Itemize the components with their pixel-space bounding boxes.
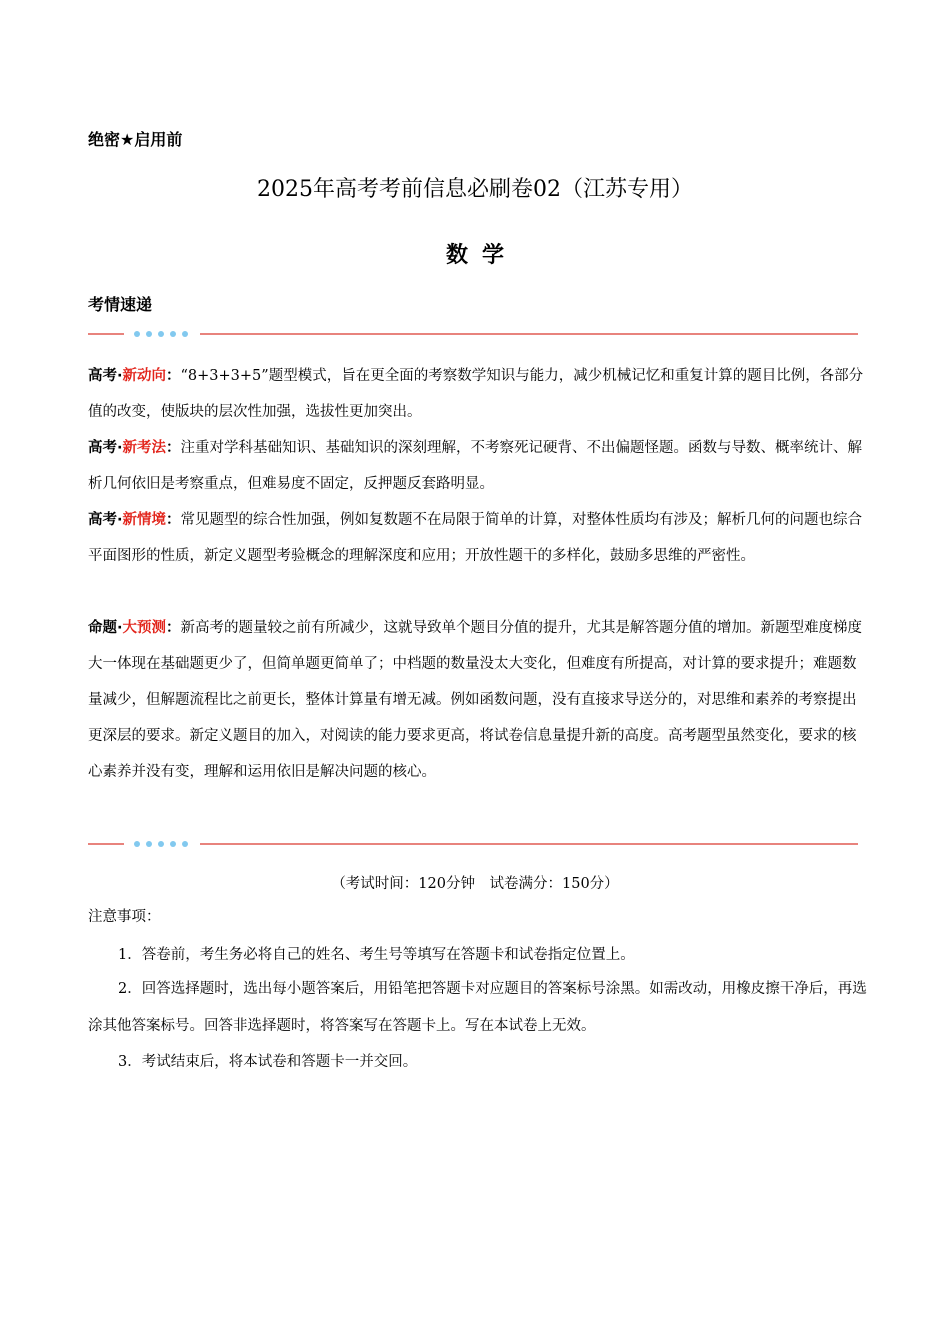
divider-top	[88, 329, 858, 339]
section-heading: 考情速递	[88, 295, 153, 314]
trend-text: “8+3+3+5”题型模式，旨在更全面的考察数学知识与能力，减少机械记忆和重复计算的题目比例，各部分值的改变，使版块的层次性加强，选拔性更加突出。	[88, 368, 864, 420]
notice-item: 3．考试结束后，将本试卷和答题卡一并交回。	[118, 1054, 418, 1070]
trend-prefix: 高考·	[88, 368, 123, 384]
divider-dot	[158, 331, 164, 337]
divider-bottom	[88, 839, 858, 849]
trend-highlight: 新情境	[122, 512, 167, 528]
trend-colon: ：	[166, 512, 181, 528]
divider-dot	[182, 841, 188, 847]
divider-dots	[134, 839, 194, 849]
trend-highlight: 新动向	[122, 368, 167, 384]
divider-dots	[134, 329, 194, 339]
exam-info: （考试时间：120分钟 试卷满分：150分）	[331, 876, 619, 892]
trend-colon: ：	[166, 368, 181, 384]
divider-dot	[134, 331, 140, 337]
divider-dot	[146, 841, 152, 847]
divider-dot	[134, 841, 140, 847]
trend-colon: ：	[166, 440, 181, 456]
notice-item: 1．答卷前，考生务必将自己的姓名、考生号等填写在答题卡和试卷指定位置上。	[118, 947, 635, 963]
divider-line-right	[200, 843, 858, 845]
trend-text: 常见题型的综合性加强，例如复数题不在局限于简单的计算，对整体性质均有涉及；解析几何的问题也综合平面图形的性质，新定义题型考验概念的理解深度和应用；开放性题干的多样化，鼓励多思维的严密性。	[88, 512, 863, 564]
trend-text: 注重对学科基础知识、基础知识的深刻理解，不考察死记硬背、不出偏题怪题。函数与导数、概率统计、解析几何依旧是考察重点，但难易度不固定，反押题反套路明显。	[88, 440, 863, 492]
divider-dot	[158, 841, 164, 847]
page-title: 2025年高考考前信息必刷卷02（江苏专用）	[257, 177, 693, 202]
trend-highlight: 新考法	[122, 440, 167, 456]
divider-dot	[182, 331, 188, 337]
trend-prefix: 高考·	[88, 440, 123, 456]
notice-heading: 注意事项：	[88, 909, 161, 925]
divider-line-left	[88, 843, 124, 845]
trend-paragraph	[88, 430, 870, 502]
divider-dot	[170, 841, 176, 847]
trend-paragraph	[88, 358, 870, 430]
trend-paragraph	[88, 502, 870, 574]
subject-title: 数学	[445, 243, 518, 268]
trend-paragraph	[88, 610, 870, 790]
trend-prefix: 高考·	[88, 512, 123, 528]
trend-highlight: 大预测	[122, 620, 167, 636]
trend-colon: ：	[166, 620, 181, 636]
divider-dot	[170, 331, 176, 337]
divider-line-left	[88, 333, 124, 335]
trend-text: 新高考的题量较之前有所减少，这就导致单个题目分值的提升，尤其是解答题分值的增加。新题型难度梯度大一体现在基础题更少了，但简单题更简单了；中档题的数量没太大变化，但难度有所提高，对计算的要求提升；难题数量减少，但解题流程比之前更长，整体计算量有增无减。例如函数问题，没有直接求导送分的，对思维和素养的考察提出更深层的要求。新定义题目的加入，对阅读的能力要求更高，将试卷信息量提升新的高度。高考题型虽然变化，要求的核心素养并没有变，理解和运用依旧是解决问题的核心。	[88, 620, 863, 780]
secret-label: 绝密★启用前	[88, 130, 183, 149]
divider-line-right	[200, 333, 858, 335]
divider-dot	[146, 331, 152, 337]
trend-prefix: 命题·	[88, 620, 123, 636]
notice-item: 2．回答选择题时，选出每小题答案后，用铅笔把答题卡对应题目的答案标号涂黑。如需改动，用橡皮擦干净后，再选涂其他答案标号。回答非选择题时，将答案写在答题卡上。写在本试卷上无效。	[88, 981, 867, 1034]
